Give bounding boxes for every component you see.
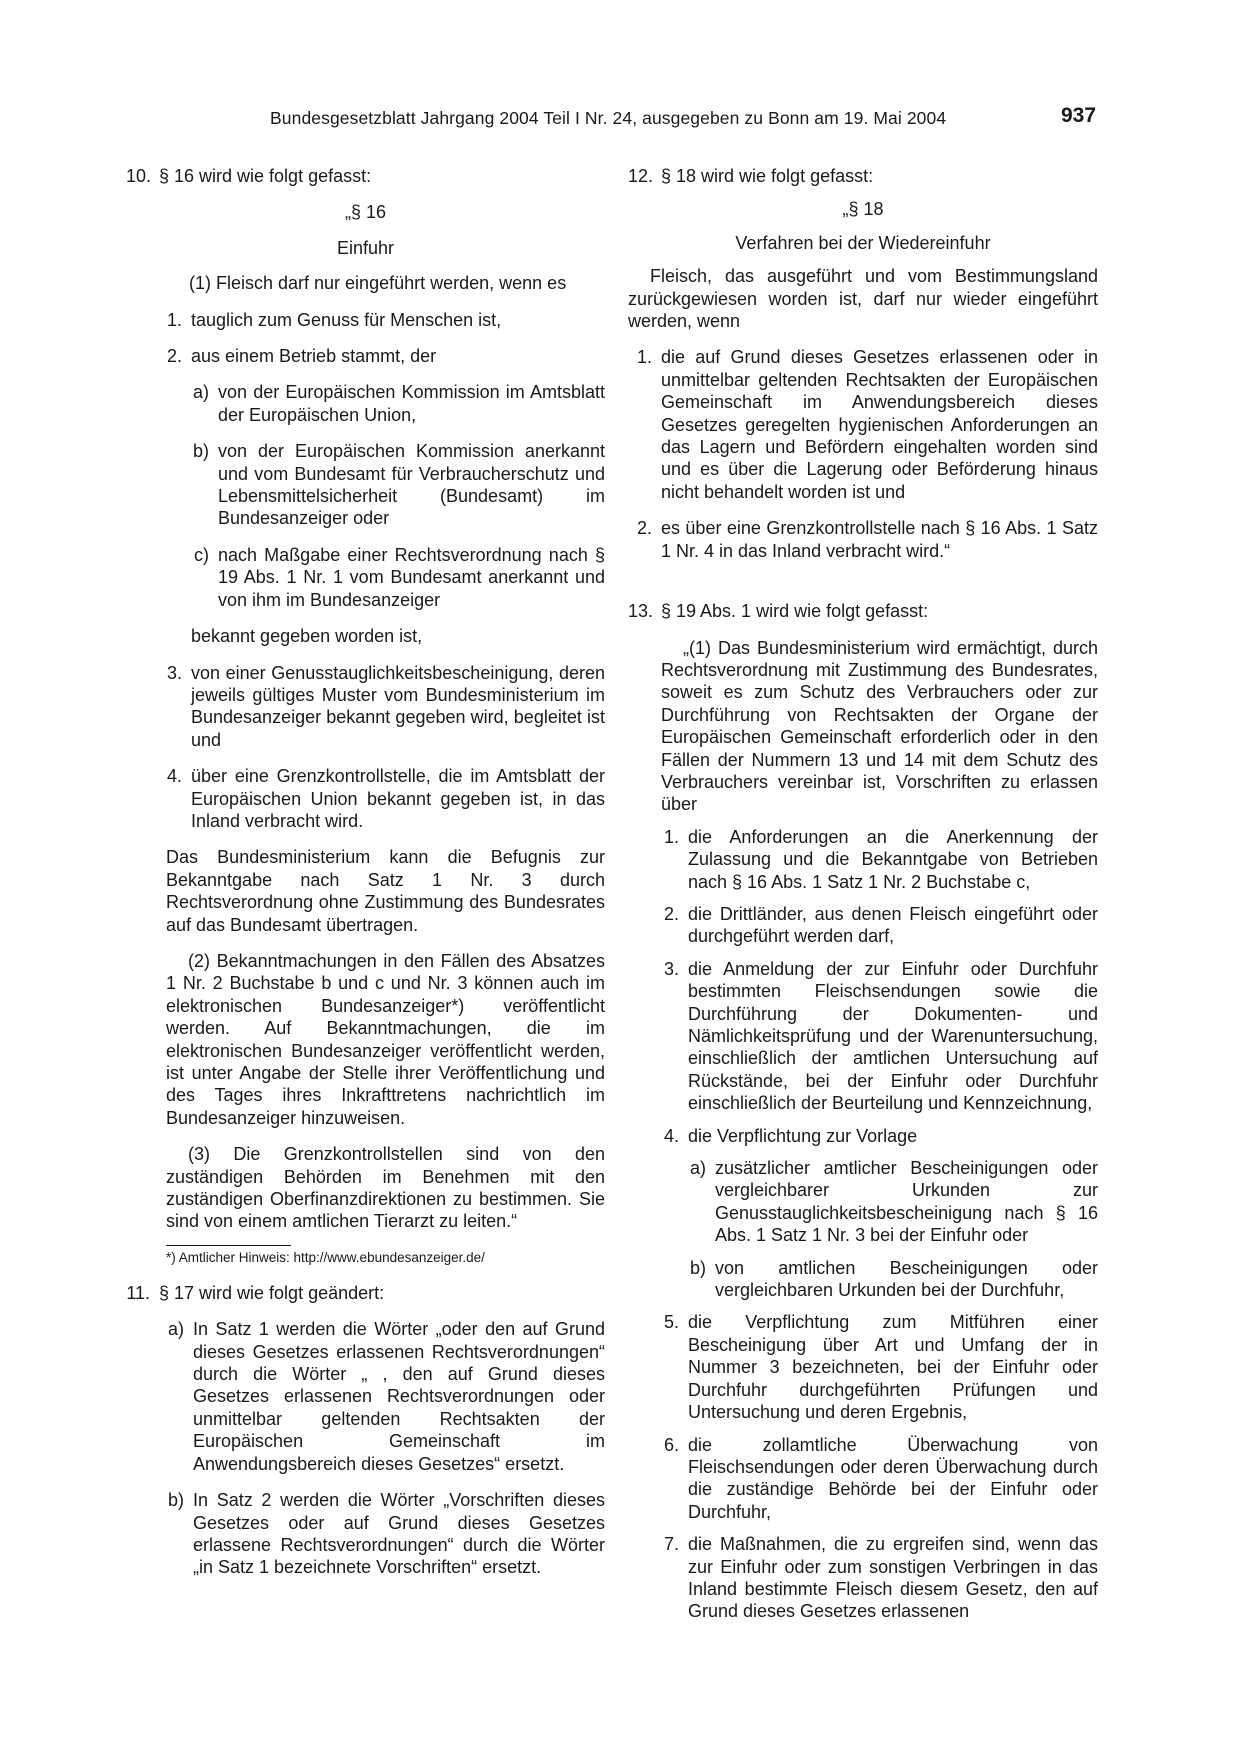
continuation-text: bekannt gegeben worden ist, [191, 626, 423, 647]
list-number: 2. [663, 903, 679, 924]
paragraph-2: (2) Bekanntmachungen in den Fällen des Absatzes 1 Nr. 2 Buchstabe b und c und Nr. 3 können auch im elektronischen Bundesanzeiger*) veröffentlicht werden. Auf Bekanntmachungen, die im elektronischen Bundesanzeiger veröffentlicht werden, ist unter Angabe der Stelle ihrer Veröffentlichung und des Tages ihres Inkrafttretens nachrichtlich im Bundesanzeiger hinzuweisen. [166, 950, 605, 1128]
sub-item-text: von der Europäischen Kommission anerkannt und vom Bundesamt für Verbraucherschutz und Lebensmittelsicherheit (Bundesamt) im Bundesanzeiger oder [218, 441, 605, 529]
page-number: 937 [1061, 104, 1097, 127]
sub-item-letter: a) [689, 1158, 706, 1179]
sub-item [126, 1489, 605, 1579]
list-text: die Anforderungen an die Anerkennung der Zulassung und die Bekanntgabe von Betrieben nach § 16 Abs. 1 Satz 1 Nr. 2 Buchstabe c, [688, 826, 1098, 892]
sub-item [126, 381, 605, 426]
sub-item-letter: c) [194, 544, 209, 565]
sub-item-text: In Satz 2 werden die Wörter „Vorschriften dieses Gesetzes oder auf Grund dieses Gesetzes erlassene Rechtsverordnungen“ durch die Wörter „in Satz 1 bezeichnete Vorschriften“ ersetzt. [193, 1490, 605, 1578]
sub-item-letter: b) [689, 1257, 706, 1278]
list-text: die Verpflichtung zum Mitführen einer Bescheinigung über Art und Umfang der in Nummer 3 bezeichneten, bei der Einfuhr oder Durchfuhr durchgeführten Prüfungen und Untersuchung und deren Ergebnis, [688, 1312, 1098, 1423]
section-heading: „§ 18 [842, 199, 884, 220]
footnote: *) Amtlicher Hinweis: http://www.ebundesanzeiger.de/ [166, 1249, 485, 1265]
sub-item-text: In Satz 1 werden die Wörter „oder den auf Grund dieses Gesetzes erlassenen Rechtsverordnungen“ durch die Wörter „ , den auf Grund dieses Gesetzes erlassenen Rechtsverordnungen oder unmittelbar geltenden Rechtsakten der Europäischen Gemeinschaft im Anwendungsbereich dieses Gesetzes“ ersetzt. [193, 1319, 605, 1474]
list-number: 1. [166, 309, 182, 330]
list-text: die zollamtliche Überwachung von Fleischsendungen oder deren Überwachung durch die zuständige Behörde bei der Einfuhr oder Durchfuhr, [688, 1434, 1098, 1522]
sub-item-text: nach Maßgabe einer Rechtsverordnung nach § 19 Abs. 1 Nr. 1 vom Bundesamt anerkannt und von ihm im Bundesanzeiger [218, 544, 605, 610]
item-text: § 19 Abs. 1 wird wie folgt gefasst: [661, 601, 929, 622]
list-number: 4. [663, 1125, 679, 1146]
item-text: § 17 wird wie folgt geändert: [159, 1282, 385, 1303]
sub-item-letter: a) [167, 1319, 184, 1340]
paragraph: Fleisch, das ausgeführt und vom Bestimmungsland zurückgewiesen worden ist, darf nur wieder eingeführt werden, wenn [628, 266, 1098, 332]
list-number: 7. [663, 1534, 679, 1555]
amendment-10 [126, 165, 605, 187]
item-text: § 16 wird wie folgt gefasst: [159, 166, 372, 186]
list-item [628, 903, 1098, 948]
footnote-rule [166, 1245, 291, 1246]
section-title: Verfahren bei der Wiedereinfuhr [735, 232, 991, 253]
sub-item [126, 1318, 605, 1475]
paragraph: „(1) Das Bundesministerium wird ermächtigt, durch Rechtsverordnung mit Zustimmung des Bundesrates, soweit es zum Schutz des Verbrauchers oder zur Durchführung von Rechtsakten der Organe der Europäischen Gemeinschaft erforderlich oder in den Fällen der Nummern 13 und 14 mit dem Schutz des Verbrauchers vereinbar ist, Vorschriften zu erlassen über [661, 637, 1098, 815]
amendment-12 [628, 165, 1098, 187]
item-number: 11. [126, 1282, 150, 1303]
list-item [628, 1434, 1098, 1524]
list-item [628, 958, 1098, 1115]
list-item [126, 345, 605, 367]
list-text: die Drittländer, aus denen Fleisch eingeführt oder durchgeführt werden darf, [688, 903, 1098, 947]
list-number: 3. [663, 958, 679, 979]
section-heading: „§ 16 [344, 202, 387, 223]
running-head: Bundesgesetzblatt Jahrgang 2004 Teil I Nr. 24, ausgegeben zu Bonn am 19. Mai 2004 [270, 108, 947, 128]
sub-item [126, 544, 605, 611]
paragraph: Das Bundesministerium kann die Befugnis zur Bekanntgabe nach Satz 1 Nr. 3 durch Rechtsverordnung ohne Zustimmung des Bundesrates auf das Bundesamt übertragen. [166, 847, 605, 935]
section-title: Einfuhr [336, 237, 395, 258]
list-item [126, 309, 605, 331]
paragraph-3: (3) Die Grenzkontrollstellen sind von den zuständigen Behörden im Benehmen mit den zuständigen Oberfinanzdirektionen zu bestimmen. Sie sind von einem amtlichen Tierarzt zu leiten.“ [166, 1144, 605, 1232]
sub-item-letter: b) [167, 1490, 184, 1511]
list-text: die Anmeldung der zur Einfuhr oder Durchfuhr bestimmten Fleischsendungen sowie die Durchführung der Dokumenten- und Nämlichkeitsprüfung und der Warenuntersuchung, einschließlich der amtlichen Untersuchung auf Rückstände, bei der Einfuhr oder Durchfuhr einschließlich der Beurteilung und Kennzeichnung, [688, 958, 1098, 1114]
sub-item [628, 1257, 1098, 1302]
list-number: 2. [166, 346, 182, 367]
sub-item-letter: a) [192, 382, 209, 403]
item-text: § 18 wird wie folgt gefasst: [661, 166, 874, 186]
right-column [628, 165, 1098, 1623]
list-item [126, 662, 605, 752]
list-text: von einer Genusstauglichkeitsbescheinigung, deren jeweils gültiges Muster vom Bundesministerium im Bundesanzeiger bekannt gegeben wird, begleitet ist und [191, 662, 605, 750]
sub-item [126, 440, 605, 530]
list-item [126, 765, 605, 832]
list-number: 4. [166, 766, 182, 787]
list-text: tauglich zum Genuss für Menschen ist, [191, 309, 502, 330]
sub-item-letter: b) [192, 441, 209, 462]
list-number: 5. [663, 1312, 679, 1333]
list-item [628, 1311, 1098, 1423]
sub-item-text: von der Europäischen Kommission im Amtsblatt der Europäischen Union, [218, 382, 605, 425]
list-item [628, 517, 1098, 562]
list-item [628, 346, 1098, 503]
list-number: 1. [636, 347, 652, 368]
list-text: die Maßnahmen, die zu ergreifen sind, wenn das zur Einfuhr oder zum sonstigen Verbringen in das Inland bestimmte Fleisch diesem Gesetz, den auf Grund dieses Gesetzes erlassenen [688, 1534, 1098, 1622]
sub-item-text: zusätzlicher amtlicher Bescheinigungen oder vergleichbarer Urkunden zur Genusstauglichkeitsbescheinigung nach § 16 Abs. 1 Satz 1 Nr. 3 bei der Einfuhr oder [715, 1158, 1098, 1246]
list-number: 3. [166, 662, 182, 683]
item-number: 12. [628, 166, 654, 186]
list-item [628, 1125, 1098, 1147]
list-text: die auf Grund dieses Gesetzes erlassenen oder in unmittelbar geltenden Rechtsakten der Europäischen Gemeinschaft im Anwendungsbereich dieses Gesetzes geregelten hygienischen Anforderungen an das Lagern und Befördern eingehalten worden sind und es über die Lagerung oder Beförderung hinaus nicht behandelt worden ist und [661, 347, 1098, 502]
list-number: 2. [636, 518, 652, 539]
list-item [628, 826, 1098, 893]
paragraph-1-intro: (1) Fleisch darf nur eingeführt werden, wenn es [189, 273, 567, 294]
list-text: es über eine Grenzkontrollstelle nach § 16 Abs. 1 Satz 1 Nr. 4 in das Inland verbracht wird.“ [661, 518, 1098, 561]
list-text: aus einem Betrieb stammt, der [191, 346, 437, 367]
amendment-11 [126, 1282, 605, 1304]
list-number: 6. [663, 1434, 679, 1455]
left-column [126, 165, 605, 1579]
sub-item-text: von amtlichen Bescheinigungen oder vergleichbaren Urkunden bei der Durchfuhr, [715, 1257, 1098, 1301]
sub-item [628, 1157, 1098, 1247]
amendment-13 [628, 600, 1098, 622]
list-text: über eine Grenzkontrollstelle, die im Amtsblatt der Europäischen Union bekannt gegeben ist, in das Inland verbracht wird. [191, 766, 605, 831]
item-number: 10. [126, 166, 152, 186]
list-text: die Verpflichtung zur Vorlage [688, 1125, 918, 1146]
item-number: 13. [628, 601, 654, 622]
list-number: 1. [663, 826, 679, 847]
list-item [628, 1533, 1098, 1623]
